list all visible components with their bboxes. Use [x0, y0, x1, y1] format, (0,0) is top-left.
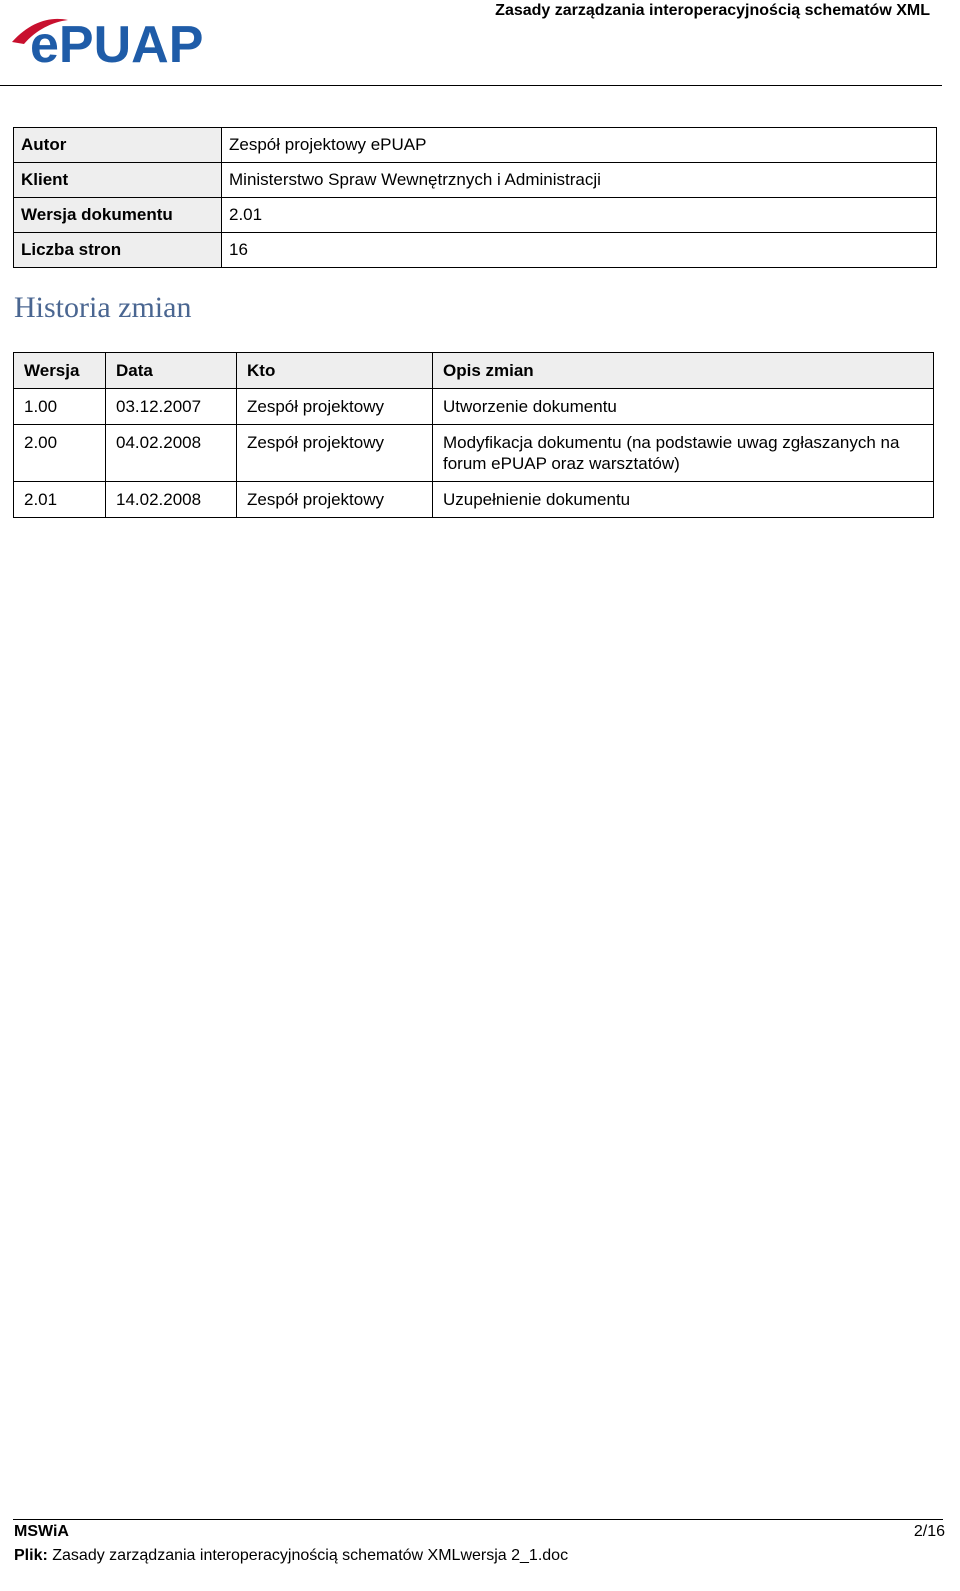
- column-header-description: Opis zmian: [433, 353, 934, 389]
- cell-version: 2.00: [14, 425, 106, 482]
- meta-row-client: [14, 163, 937, 198]
- footer-file-info: [14, 1547, 568, 1565]
- cell-date: 04.02.2008: [106, 425, 237, 482]
- header-divider: [0, 85, 942, 86]
- cell-version: 2.01: [14, 482, 106, 518]
- cell-who: Zespół projektowy: [237, 425, 433, 482]
- meta-value: 2.01: [222, 198, 937, 233]
- meta-row-pages: [14, 233, 937, 268]
- cell-who: Zespół projektowy: [237, 389, 433, 425]
- change-history-table: [13, 352, 934, 518]
- meta-key: Klient: [14, 163, 222, 198]
- table-header-row: [14, 353, 934, 389]
- cell-description: Utworzenie dokumentu: [433, 389, 934, 425]
- cell-description: Uzupełnienie dokumentu: [433, 482, 934, 518]
- cell-date: 14.02.2008: [106, 482, 237, 518]
- file-name: Zasady zarządzania interoperacyjnością schematów XMLwersja 2_1.doc: [52, 1547, 569, 1564]
- column-header-who: Kto: [237, 353, 433, 389]
- meta-value: 16: [222, 233, 937, 268]
- cell-description: Modyfikacja dokumentu (na podstawie uwag zgłaszanych na forum ePUAP oraz warsztatów): [433, 425, 934, 482]
- cell-date: 03.12.2007: [106, 389, 237, 425]
- footer-divider: [13, 1519, 943, 1520]
- footer-organization: MSWiA: [14, 1523, 69, 1540]
- svg-text:ePUAP: ePUAP: [30, 16, 204, 70]
- meta-value: Zespół projektowy ePUAP: [222, 128, 937, 163]
- column-header-version: Wersja: [14, 353, 106, 389]
- history-heading: Historia zmian: [14, 291, 192, 324]
- cell-who: Zespół projektowy: [237, 482, 433, 518]
- column-header-date: Data: [106, 353, 237, 389]
- file-label: Plik:: [14, 1547, 48, 1564]
- meta-key: Autor: [14, 128, 222, 163]
- document-metadata-table: [13, 127, 937, 268]
- table-row: [14, 389, 934, 425]
- document-header-title: Zasady zarządzania interoperacyjnością schematów XML: [495, 2, 930, 19]
- meta-key: Liczba stron: [14, 233, 222, 268]
- table-row: [14, 482, 934, 518]
- meta-value: Ministerstwo Spraw Wewnętrznych i Administracji: [222, 163, 937, 198]
- meta-row-author: [14, 128, 937, 163]
- meta-row-version: [14, 198, 937, 233]
- page-number: 2/16: [913, 1523, 945, 1540]
- meta-key: Wersja dokumentu: [14, 198, 222, 233]
- table-row: [14, 425, 934, 482]
- cell-version: 1.00: [14, 389, 106, 425]
- epuap-logo: [10, 12, 220, 70]
